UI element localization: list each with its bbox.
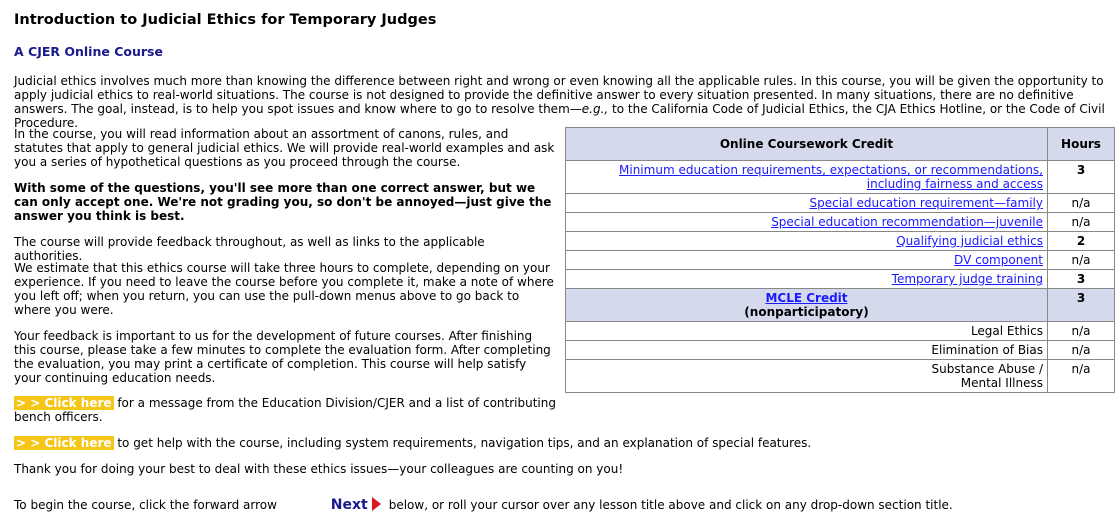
table-row [566, 232, 1115, 251]
course-subtitle: A CJER Online Course [14, 44, 163, 59]
credit-label-cell [566, 194, 1048, 213]
credit-label-cell [566, 251, 1048, 270]
credit-label-cell [566, 270, 1048, 289]
table-row [566, 270, 1115, 289]
credit-label-cell [566, 232, 1048, 251]
mcle-label-cell: Substance Abuse / Mental Illness [566, 360, 1048, 393]
table-row [566, 360, 1115, 393]
credit-link[interactable]: Special education requirement—family [809, 196, 1043, 210]
credit-link[interactable]: Temporary judge training [891, 272, 1043, 286]
credit-hours-cell: n/a [1048, 251, 1115, 270]
credit-hours-cell: 3 [1048, 161, 1115, 194]
evaluation-paragraph: Your feedback is important to us for the development of future courses. After finishing this course, please take a few minutes to complete the evaluation form. After completing the evaluation, you may print a certificate of completion. This course will help satisfy your continuing education needs. [14, 329, 551, 385]
forward-arrow-icon[interactable] [372, 497, 381, 511]
table-row [566, 194, 1115, 213]
credit-hours-cell: 2 [1048, 232, 1115, 251]
course-overview-paragraph: In the course, you will read information about an assortment of canons, rules, and statutes that apply to general judicial ethics. We will provide real-world examples and ask you a series of hypothetical questions as you proceed through the course. [14, 127, 555, 169]
table-row [566, 161, 1115, 194]
credit-label-cell [566, 213, 1048, 232]
credit-link[interactable]: Minimum education requirements, expectations, or recommendations, including fairness and access [619, 163, 1043, 191]
table-row [566, 251, 1115, 270]
page-title: Introduction to Judicial Ethics for Temporary Judges [14, 12, 437, 28]
mcle-label-cell: Elimination of Bias [566, 341, 1048, 360]
next-button[interactable]: Next [330, 497, 368, 513]
mcle-hours: 3 [1048, 289, 1115, 322]
table-row [566, 341, 1115, 360]
help-paragraph: > > Click here to get help with the course, including system requirements, navigation tips, and an explanation of special features. [16, 436, 812, 450]
grading-note-paragraph: With some of the questions, you'll see more than one correct answer, but we can only accept one. We're not grading you, so don't be annoyed—just give the answer you think is best. [14, 181, 552, 223]
click-here-message-button[interactable]: > > Click here [16, 396, 112, 410]
click-here-help-button[interactable]: > > Click here [16, 436, 112, 450]
credit-hours-cell: n/a [1048, 194, 1115, 213]
table-row [566, 322, 1115, 341]
time-estimate-paragraph: We estimate that this ethics course will take three hours to complete, depending on your experience. If you need to leave the course before you complete it, make a note of where you left off; when you return, you can use the pull-down menus above to go back to where you were. [14, 261, 554, 317]
credit-link[interactable]: Qualifying judicial ethics [896, 234, 1043, 248]
credit-hours-cell: 3 [1048, 270, 1115, 289]
thanks-paragraph: Thank you for doing your best to deal with these ethics issues—your colleagues are counting on you! [14, 462, 624, 476]
mcle-credit-cell: MCLE Credit (nonparticipatory) [566, 289, 1048, 322]
mcle-hours-cell: n/a [1048, 322, 1115, 341]
credit-table [565, 127, 1115, 393]
begin-course-line: To begin the course, click the forward arrow Next below, or roll your cursor over any lesson title above and click on any drop-down section title. [14, 497, 953, 513]
mcle-credit-link[interactable]: MCLE Credit [765, 291, 848, 305]
intro-paragraph: Judicial ethics involves much more than knowing the difference between right and wrong or even knowing all the applicable rules. In this course, you will be given the opportunity to apply judicial ethics to real-world situations. The course is not designed to provide the definitive answer to every situation presented. In many situations, there are no definitive answers. The goal, instead, is to help you spot issues and know where to go to resolve them—e.g., to the California Code of Judicial Ethics, the CJA Ethics Hotline, or the Code of Civil Procedure. [14, 74, 1105, 130]
mcle-label-cell: Legal Ethics [566, 322, 1048, 341]
eg-italic: e.g., [581, 102, 609, 116]
credit-link[interactable]: Special education recommendation—juvenile [771, 215, 1043, 229]
header-credit: Online Coursework Credit [566, 128, 1048, 161]
table-row [566, 213, 1115, 232]
mcle-hours-cell: n/a [1048, 360, 1115, 393]
header-hours: Hours [1048, 128, 1115, 161]
credit-link[interactable]: DV component [954, 253, 1043, 267]
credit-hours-cell: n/a [1048, 213, 1115, 232]
feedback-paragraph: The course will provide feedback throughout, as well as links to the applicable authorities. [14, 235, 485, 263]
credit-label-cell [566, 161, 1048, 194]
message-paragraph: > > Click here for a message from the Education Division/CJER and a list of contributing bench officers. [14, 396, 556, 424]
mcle-hours-cell: n/a [1048, 341, 1115, 360]
